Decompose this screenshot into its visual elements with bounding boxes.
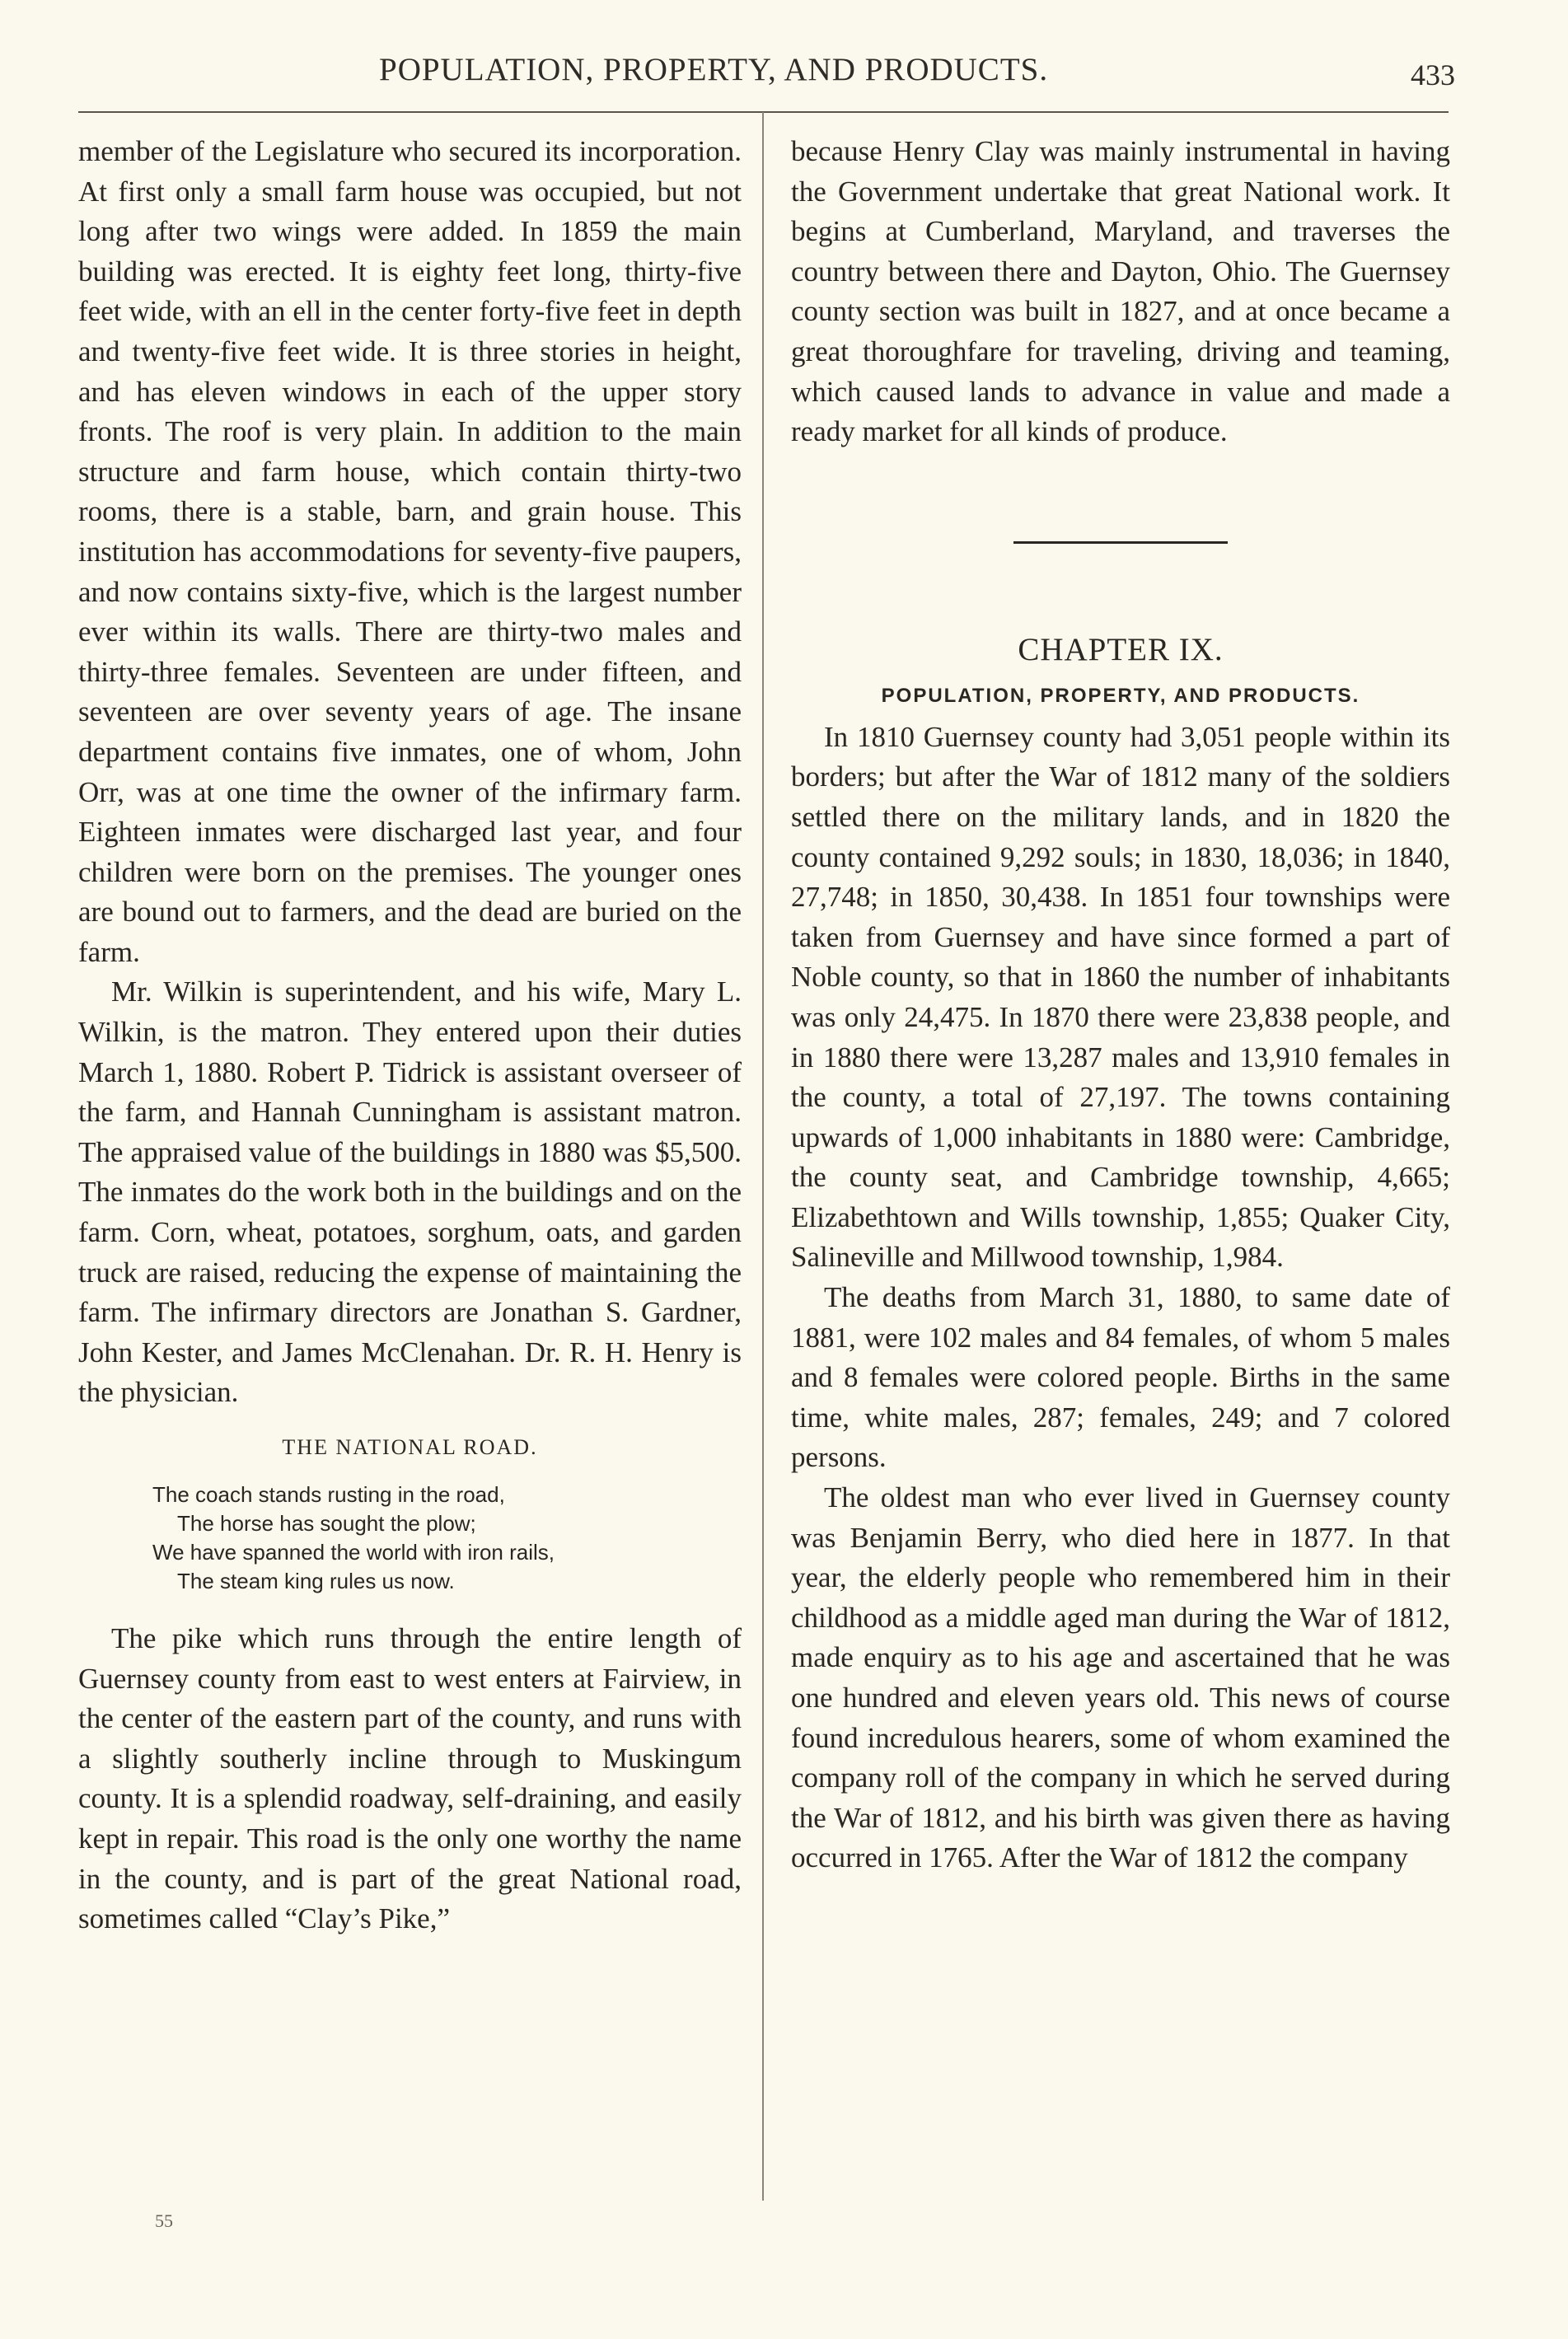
- chapter-title: CHAPTER IX.: [1018, 631, 1224, 667]
- paragraph-population: In 1810 Guernsey county had 3,051 people within its borders; but after the War of 1812 many of the soldiers settled there on the military lands, and in 1820 the county contained 9,292 souls; in 1830, 18,036; in 1840, 27,748; in 1850, 30,438. In 1851 four townships were taken from Guernsey and have since formed a part of Noble county, so that in 1860 the number of inhabitants was only 24,475. In 1870 there were 23,838 people, and in 1880 there were 13,287 males and 13,910 females in the county, a total of 27,197. The towns containing upwards of 1,000 inhabitants in 1880 were: Cambridge, the county seat, and Cambridge township, 4,665; Elizabethtown and Wills township, 1,855; Quaker City, Salineville and Millwood township, 1,984.: [791, 720, 1450, 1274]
- right-column: [791, 132, 1450, 1878]
- signature-mark: 55: [155, 2210, 173, 2231]
- paragraph-national-road-continued: because Henry Clay was mainly instrumental in having the Government undertake that great National work. It begins at Cumberland, Maryland, and traverses the country between there and Dayton, Ohio. The Guernsey county section was built in 1827, and at once became a great thoroughfare for traveling, driving and teaming, which caused lands to advance in value and made a ready market for all kinds of produce.: [791, 135, 1450, 448]
- paragraph-deaths-births: The deaths from March 31, 1880, to same date of 1881, were 102 males and 84 females, of whom 5 males and 8 females were colored people. Births in the same time, white males, 287; females, 249; and 7 colored persons.: [791, 1281, 1450, 1474]
- poem-quote: [152, 1481, 742, 1596]
- page-number: 433: [1411, 58, 1455, 91]
- paragraph-infirmary-description: member of the Legislature who secured its incorporation. At first only a small farm house was occupied, but not long after two wings were added. In 1859 the main building was erected. It is eighty feet long, thirty-five feet wide, with an ell in the center forty-five feet in depth and twenty-five feet wide. It is three stories in height, and has eleven windows in each of the upper story fronts. The roof is very plain. In addition to the main structure and farm house, which contain thirty-two rooms, there is a stable, barn, and grain house. This institution has accommodations for seventy-five paupers, and now contains sixty-five, which is the largest number ever within its walls. There are thirty-two males and thirty-three females. Seventeen are under fifteen, and seventeen are over seventy years of age. The insane department contains five inmates, one of whom, John Orr, was at one time the owner of the infirmary farm. Eighteen inmates were discharged last year, and four children were born on the premises. The younger ones are bound out to farmers, and the dead are buried on the farm.: [78, 135, 742, 968]
- poem-line: The coach stands rusting in the road,: [152, 1482, 505, 1507]
- chapter-separator-rule: [1013, 541, 1228, 544]
- running-header-title: POPULATION, PROPERTY, AND PRODUCTS.: [379, 52, 1049, 87]
- poem-line: We have spanned the world with iron rails,: [152, 1540, 555, 1565]
- poem-line: The horse has sought the plow;: [177, 1511, 476, 1536]
- column-divider: [762, 112, 764, 2201]
- paragraph-infirmary-staff: Mr. Wilkin is superintendent, and his wife, Mary L. Wilkin, is the matron. They entered upon their duties March 1, 1880. Robert P. Tidrick is assistant overseer of the farm, and Hannah Cunningham is assistant matron. The appraised value of the buildings in 1880 was $5,500. The inmates do the work both in the buildings and on the farm. Corn, wheat, potatoes, sorghum, oats, and garden truck are raised, reducing the expense of maintaining the farm. The infirmary directors are Jonathan S. Gardner, John Kester, and James McClenahan. Dr. R. H. Henry is the physician.: [78, 975, 742, 1409]
- paragraph-oldest-man: The oldest man who ever lived in Guernsey county was Benjamin Berry, who died here in 1877. In that year, the elderly people who remembered him in their childhood as a middle aged man during the War of 1812, made enquiry as to his age and ascertained that he was one hundred and eleven years old. This news of course found incredulous hearers, some of whom examined the company roll of the company in which he served during the War of 1812, and his birth was given there as having occurred in 1765. After the War of 1812 the company: [791, 1481, 1450, 1874]
- poem-line: The steam king rules us now.: [177, 1569, 455, 1593]
- paragraph-national-road: The pike which runs through the entire length of Guernsey county from east to west enters at Fairview, in the center of the eastern part of the county, and runs with a slightly southerly incline through to Muskingum county. It is a splendid roadway, self-draining, and easily kept in repair. This road is the only one worthy the name in the county, and is part of the great National road, sometimes called “Clay’s Pike,”: [78, 1622, 742, 1935]
- left-column: [78, 132, 742, 1939]
- chapter-subtitle: POPULATION, PROPERTY, AND PRODUCTS.: [881, 684, 1360, 707]
- section-heading-national-road: THE NATIONAL ROAD.: [282, 1435, 538, 1459]
